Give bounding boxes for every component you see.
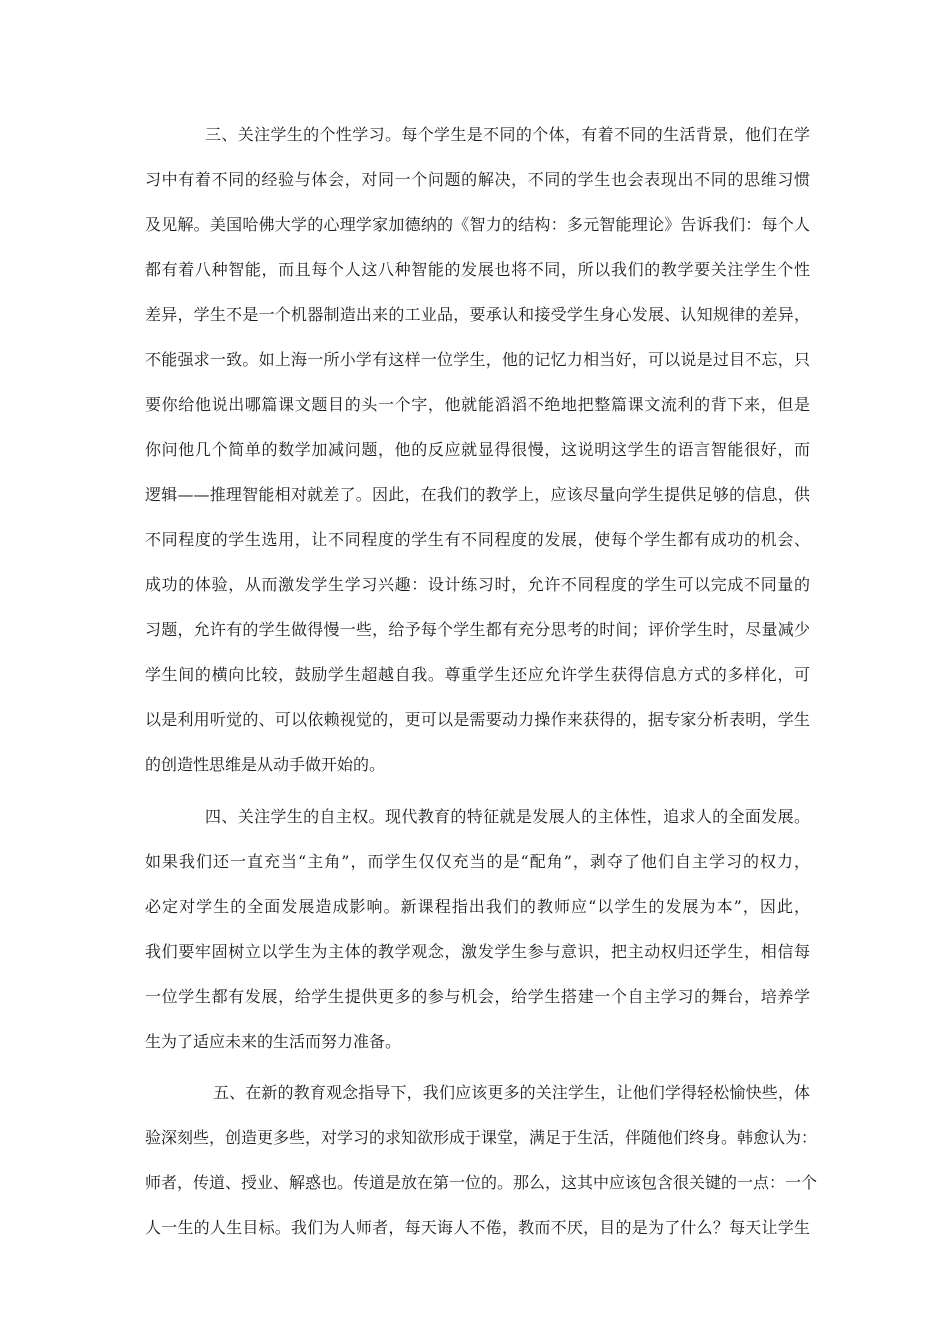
paragraph-line: 不同程度的学生选用，让不同程度的学生有不同程度的发展，使每个学生都有成功的机会、 xyxy=(145,530,810,549)
paragraph-line: 差异，学生不是一个机器制造出来的工业品，要承认和接受学生身心发展、认知规律的差异， xyxy=(145,305,810,324)
paragraph-line: 及见解。美国哈佛大学的心理学家加德纳的《智力的结构：多元智能理论》告诉我们：每个人 xyxy=(145,215,810,234)
paragraph-line: 的创造性思维是从动手做开始的。 xyxy=(145,755,386,774)
paragraph-line: 生为了适应未来的生活而努力准备。 xyxy=(145,1032,402,1051)
paragraph-line: 三、关注学生的个性学习。每个学生是不同的个体，有着不同的生活背景，他们在学 xyxy=(205,125,810,144)
paragraph-line: 我们要牢固树立以学生为主体的教学观念，激发学生参与意识，把主动权归还学生，相信每 xyxy=(145,942,810,961)
paragraph-line: 以是利用听觉的、可以依赖视觉的，更可以是需要动力操作来获得的，据专家分析表明，学生 xyxy=(145,710,810,729)
paragraph-line: 要你给他说出哪篇课文题目的头一个字，他就能滔滔不绝地把整篇课文流利的背下来，但是 xyxy=(145,395,810,414)
paragraph-line: 如果我们还一直充当“主角”，而学生仅仅充当的是“配角”，剥夺了他们自主学习的权力， xyxy=(145,852,810,871)
paragraph-line: 习题，允许有的学生做得慢一些，给予每个学生都有充分思考的时间；评价学生时，尽量减少 xyxy=(145,620,810,639)
paragraph-line: 五、在新的教育观念指导下，我们应该更多的关注学生，让他们学得轻松愉快些，体 xyxy=(213,1083,810,1102)
paragraph-line: 不能强求一致。如上海一所小学有这样一位学生，他的记忆力相当好，可以说是过目不忘，只 xyxy=(145,350,810,369)
paragraph-line: 你问他几个简单的数学加减问题，他的反应就显得很慢，这说明这学生的语言智能很好，而 xyxy=(145,440,810,459)
paragraph-line: 四、关注学生的自主权。现代教育的特征就是发展人的主体性，追求人的全面发展。 xyxy=(205,807,810,826)
paragraph-line: 一位学生都有发展，给学生提供更多的参与机会，给学生搭建一个自主学习的舞台，培养学 xyxy=(145,987,810,1006)
paragraph-line: 人一生的人生目标。我们为人师者，每天诲人不倦，教而不厌，目的是为了什么？每天让学生 xyxy=(145,1218,810,1237)
paragraph-line: 成功的体验，从而激发学生学习兴趣：设计练习时，允许不同程度的学生可以完成不同量的 xyxy=(145,575,810,594)
paragraph-line: 必定对学生的全面发展造成影响。新课程指出我们的教师应“以学生的发展为本”，因此， xyxy=(145,897,810,916)
paragraph-line: 师者，传道、授业、解惑也。传道是放在第一位的。那么，这其中应该包含很关键的一点：一个 xyxy=(145,1173,818,1192)
paragraph-line: 习中有着不同的经验与体会，对同一个问题的解决，不同的学生也会表现出不同的思维习惯 xyxy=(145,170,810,189)
paragraph-line: 都有着八种智能，而且每个人这八种智能的发展也将不同，所以我们的教学要关注学生个性 xyxy=(145,260,810,279)
paragraph-line: 验深刻些，创造更多些，对学习的求知欲形成于课堂，满足于生活，伴随他们终身。韩愈认为： xyxy=(145,1128,818,1147)
paragraph-line: 逻辑——推理智能相对就差了。因此，在我们的教学上，应该尽量向学生提供足够的信息，供 xyxy=(145,485,810,504)
paragraph-line: 学生间的横向比较，鼓励学生超越自我。尊重学生还应允许学生获得信息方式的多样化，可 xyxy=(145,665,810,684)
